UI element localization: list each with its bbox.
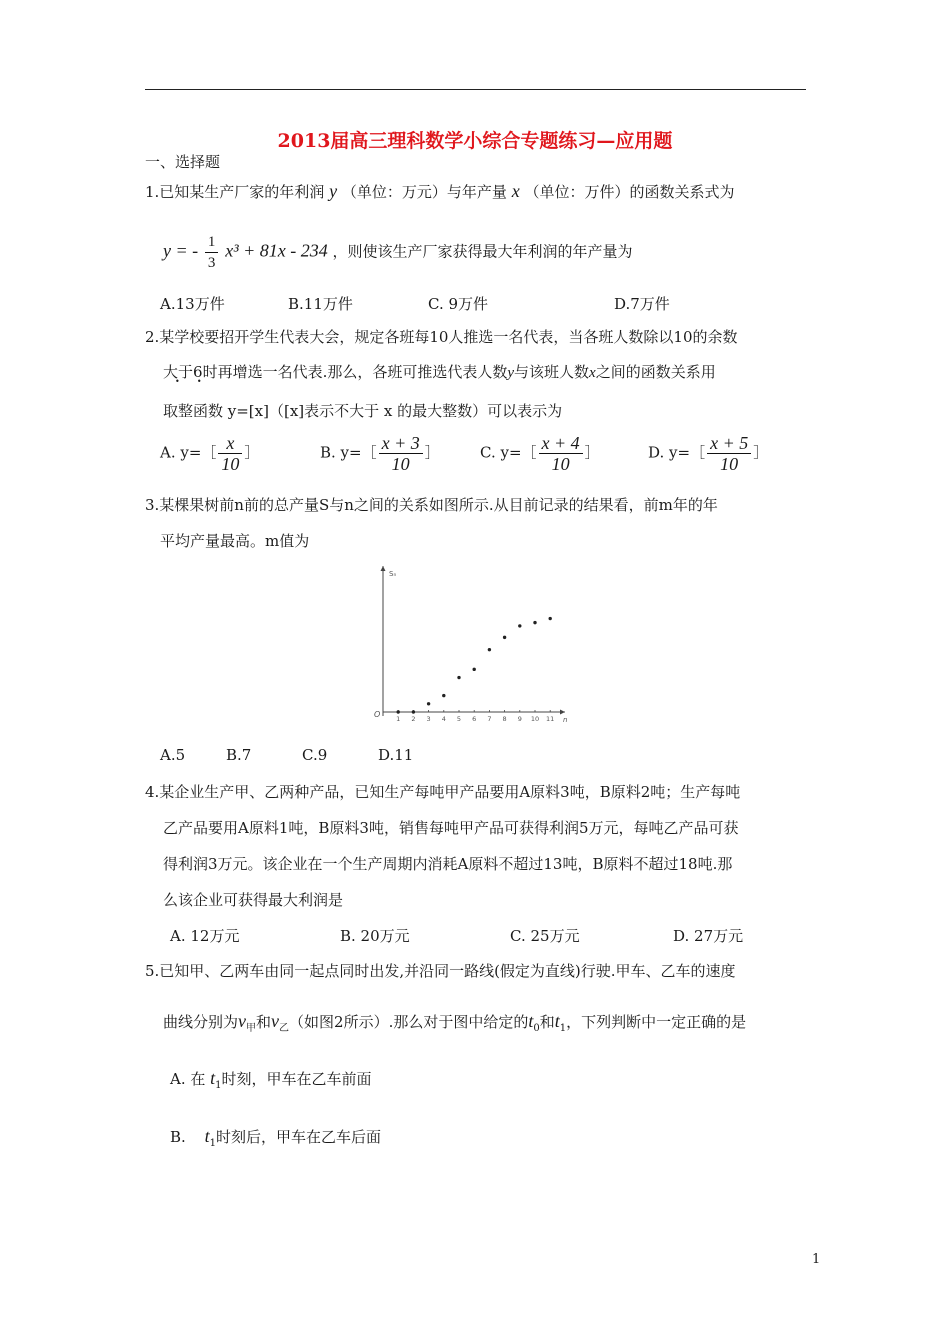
x-tick-label: 5	[456, 715, 462, 723]
q5-a-sub1: 1	[215, 1080, 222, 1091]
q5-text-c: ，下列判断中一定正确的是	[566, 1013, 747, 1031]
q1-fraction	[205, 232, 219, 273]
q4-stem-line2: 乙产品要用A原料1吨，B原料3吨，销售每吨甲产品可获得利润5万元，每吨乙产品可获	[163, 819, 739, 837]
q5-t0: t	[528, 1011, 534, 1031]
q5-b-text: 时刻后，甲车在乙车后面	[215, 1128, 381, 1146]
q2-d-fraction	[707, 433, 751, 474]
q5-sub1: 1	[559, 1023, 567, 1034]
x-tick-label: 9	[517, 715, 522, 723]
q5-b-sub1: 1	[209, 1138, 216, 1149]
q2-text-c: 时再增选一名代表.那么，各班可推选代表人数	[202, 363, 508, 381]
q5-sub0: 0	[533, 1023, 540, 1034]
q2-option-b	[320, 433, 440, 474]
x-tick-label: 1	[396, 715, 401, 723]
data-point	[457, 676, 460, 679]
data-point	[503, 636, 506, 639]
q2-d-den: 10	[720, 454, 739, 474]
x-tick-label: 4	[441, 715, 446, 723]
q2-a-den: 10	[221, 454, 240, 474]
x-tick-label: 6	[472, 715, 477, 723]
q2-c-den: 10	[551, 454, 570, 474]
q5-stem-line1: 5.已知甲、乙两车由同一起点同时出发,并沿同一路线(假定为直线)行驶.甲车、乙车的速度	[145, 962, 736, 980]
data-point	[412, 710, 415, 713]
x-tick-label: 10	[530, 715, 540, 723]
q2-b-den: 10	[391, 454, 410, 474]
q5-t1: t	[554, 1011, 560, 1031]
q2-c-close: ］	[584, 443, 600, 462]
page-title: 2013届高三理科数学小综合专题练习—应用题	[277, 130, 673, 152]
q5-text-a: 曲线分别为	[163, 1013, 239, 1031]
x-axis-label: n	[563, 716, 568, 724]
q4-option-b: B. 20万元	[340, 927, 410, 945]
q1-option-b: B.11万件	[288, 295, 353, 313]
q4-option-a: A. 12万元	[170, 927, 240, 945]
q5-b-t: t	[204, 1126, 210, 1146]
q1-frac-num: 1	[205, 232, 219, 253]
q2-b-fraction	[379, 433, 423, 474]
q3-option-c: C.9	[302, 746, 328, 764]
q1-option-c: C. 9万件	[428, 295, 489, 313]
q5-b-label: B.	[170, 1128, 186, 1146]
q1-text-d: ，则使该生产厂家获得最大年利润的年产量为	[332, 242, 633, 261]
page-number: 1	[812, 1252, 821, 1267]
q3-stem-line2: 平均产量最高。m值为	[160, 532, 310, 550]
q1-formula-rhs: x³ + 81x - 234	[225, 240, 328, 261]
q2-b-close: ］	[424, 443, 440, 462]
q2-option-c	[480, 433, 600, 474]
header-rule	[145, 89, 806, 90]
q1-text-b: （单位：万元）与年产量	[341, 183, 507, 201]
data-point	[549, 617, 552, 620]
q5-sub-jia: 甲	[246, 1023, 257, 1034]
q2-b-num: x + 3	[379, 433, 423, 454]
x-tick-label: 2	[411, 715, 416, 723]
chart-layer	[374, 566, 567, 724]
q3-stem-line1: 3.某棵果树前n前的总产量S与n之间的关系如图所示.从目前记录的结果看，前m年的年	[145, 496, 718, 514]
q4-stem-line3: 得利润3万元。该企业在一个生产周期内消耗A原料不超过13吨，B原料不超过18吨.那	[163, 855, 733, 873]
q1-formula-lhs: y = -	[163, 240, 199, 261]
q4-option-d: D. 27万元	[673, 927, 744, 945]
q2-c-num: x + 4	[539, 433, 583, 454]
q1-frac-den: 3	[207, 255, 216, 271]
q2-stem-line3: 取整函数 y=[x]（[x]表示不大于 x 的最大整数）可以表示为	[163, 402, 563, 420]
q5-a-label: A. 在	[170, 1070, 206, 1088]
q1-text-a: 1.已知某生产厂家的年利润	[145, 183, 325, 201]
q5-text-b: （如图2所示）.那么对于图中给定的	[289, 1013, 529, 1031]
data-point	[473, 668, 476, 671]
q5-option-b	[170, 1126, 381, 1149]
x-tick-label: 11	[546, 715, 555, 723]
q2-d-close: ］	[753, 443, 769, 462]
q2-text-a: 大于	[163, 363, 194, 381]
data-point	[533, 621, 536, 624]
q3-option-a: A.5	[160, 746, 186, 764]
q3-option-d: D.11	[378, 746, 414, 764]
q1-stem-line1	[145, 181, 734, 202]
q1-var-y: y	[329, 181, 338, 201]
section-heading: 一、选择题	[145, 153, 221, 171]
q1-text-c: （单位：万件）的函数关系式为	[524, 183, 735, 201]
q5-stem-line2	[163, 1011, 746, 1034]
q2-stem-line1: 2.某学校要招开学生代表大会，规定各班每10人推选一名代表，当各班人数除以10的余数	[145, 328, 738, 346]
q2-c-label: C. y=［	[480, 443, 537, 462]
data-point	[488, 648, 491, 651]
q2-option-d	[648, 433, 768, 474]
q2-c-fraction	[539, 433, 583, 474]
y-axis-arrow	[381, 566, 386, 571]
q2-text-e: 与该班人数	[514, 363, 590, 381]
x-tick-label: 8	[502, 715, 507, 723]
yield-scatter-chart	[365, 560, 575, 730]
q3-option-b: B.7	[226, 746, 252, 764]
q2-d-label: D. y=［	[648, 443, 706, 462]
q2-a-label: A. y=［	[160, 443, 217, 462]
q5-a-t: t	[210, 1068, 216, 1088]
x-tick-label: 7	[487, 715, 492, 723]
data-point	[518, 624, 521, 627]
q2-a-fraction	[218, 433, 242, 474]
q2-text-g: 之间的函数关系用	[595, 363, 716, 381]
q5-sub-yi: 乙	[279, 1023, 290, 1034]
q1-var-x: x	[511, 181, 520, 201]
q5-and-2: 和	[539, 1013, 555, 1031]
q2-var-x: x	[589, 365, 596, 381]
y-axis-label: Sₙ	[389, 570, 397, 578]
q5-and-1: 和	[256, 1013, 272, 1031]
q2-stem-line2	[163, 361, 716, 382]
q2-a-close: ］	[244, 443, 260, 462]
q5-v-yi: v	[271, 1011, 280, 1031]
q1-option-a: A.13万件	[160, 295, 225, 313]
q2-var-y: y	[507, 365, 515, 381]
q1-stem-line2	[163, 232, 633, 273]
data-point	[427, 702, 430, 705]
x-tick-label: 3	[426, 715, 431, 723]
q1-option-d: D.7万件	[614, 295, 670, 313]
q5-option-a	[170, 1068, 372, 1091]
q2-d-num: x + 5	[707, 433, 751, 454]
q5-a-text: 时刻，甲车在乙车前面	[221, 1070, 372, 1088]
q2-text-b: 6 •	[193, 363, 203, 381]
q5-v-jia: v	[238, 1011, 247, 1031]
x-axis-arrow	[560, 710, 565, 715]
data-point	[397, 710, 400, 713]
q2-b-label: B. y=［	[320, 443, 377, 462]
origin-label: O	[374, 710, 381, 719]
q4-stem-line4: 么该企业可获得最大利润是	[163, 891, 344, 909]
q4-stem-line1: 4.某企业生产甲、乙两种产品，已知生产每吨甲产品要用A原料3吨，B原料2吨；生产每吨	[145, 783, 741, 801]
q4-option-c: C. 25万元	[510, 927, 580, 945]
q2-a-num: x	[218, 433, 242, 454]
data-point	[442, 694, 445, 697]
q2-option-a	[160, 433, 259, 474]
